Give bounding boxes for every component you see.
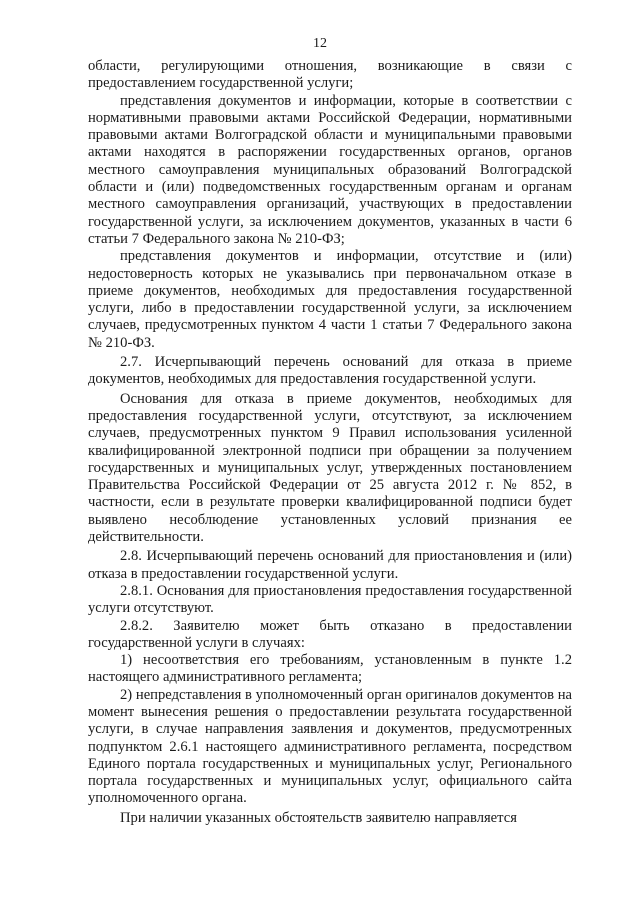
section-2-8-1: 2.8.1. Основания для приостановления предоставления государственной услуги отсутствуют. [88,582,572,617]
paragraph-final: При наличии указанных обстоятельств заявителю направляется [120,809,517,826]
list-item-1: 1) несоответствия его требованиям, установленным в пункте 1.2 настоящего административного регламента; [88,652,572,686]
section-2-7-heading: 2.7. Исчерпывающий перечень оснований для отказа в приеме документов, необходимых для предоставления государственной услуги. [88,354,572,388]
page-number: 12 [313,36,327,51]
paragraph-continuation: области, регулирующими отношения, возникающие в связи с предоставлением государственной услуги; [88,58,572,92]
paragraph-documents-list: представления документов и информации, которые в соответствии с нормативными правовыми актами Российской Федерации, нормативными правовыми актами Волгоградской области и муниципальными правовыми актами находятся в распоряжении государственных органов, органов местного самоуправления муниципальных образований Волгоградской области и (или) подведомственных государственным органам и органам местного самоуправления организаций, участвующих в предоставлении государственной услуги, за исключением документов, указанных в части 6 статьи 7 Федерального закона № 210-ФЗ; [88,92,572,247]
list-item-2: 2) непредставления в уполномоченный орган оригиналов документов на момент вынесения решения о предоставлении результата государственной услуги, в случае направления заявления и документов, предусмотренных подпунктом 2.6.1 настоящего административного регламента, посредством Единого портала государственных и муниципальных услуг, Регионального портала государственных и муниципальных услуг, официального сайта уполномоченного органа. [88,686,572,807]
paragraph-unreliability: представления документов и информации, отсутствие и (или) недостоверность которых не указывались при первоначальном отказе в приеме документов, необходимых для предоставления государственной услуги, либо в предоставлении государственной услуги, за исключением случаев, предусмотренных пунктом 4 части 1 статьи 7 Федерального закона № 210-ФЗ. [88,248,572,351]
section-2-8-heading: 2.8. Исчерпывающий перечень оснований для приостановления и (или) отказа в предоставлении государственной услуги. [88,548,572,582]
section-2-8-2: 2.8.2. Заявителю может быть отказано в предоставлении государственной услуги в случаях: [88,617,572,651]
paragraph-refusal-grounds: Основания для отказа в приеме документов, необходимых для предоставления государственной услуги, отсутствуют, за исключением случаев, предусмотренных пунктом 9 Правил использования усиленной квалифицированной электронной подписи при обращении за получением государственных и муниципальных услуг, утвержденных постановлением Правительства Российской Федерации от 25 августа 2012 г. № 852, в частности, если в результате проверки квалифицированной подписи будет выявлено несоблюдение установленных условий признания ее действительности. [88,390,572,546]
document-body [88,58,572,827]
